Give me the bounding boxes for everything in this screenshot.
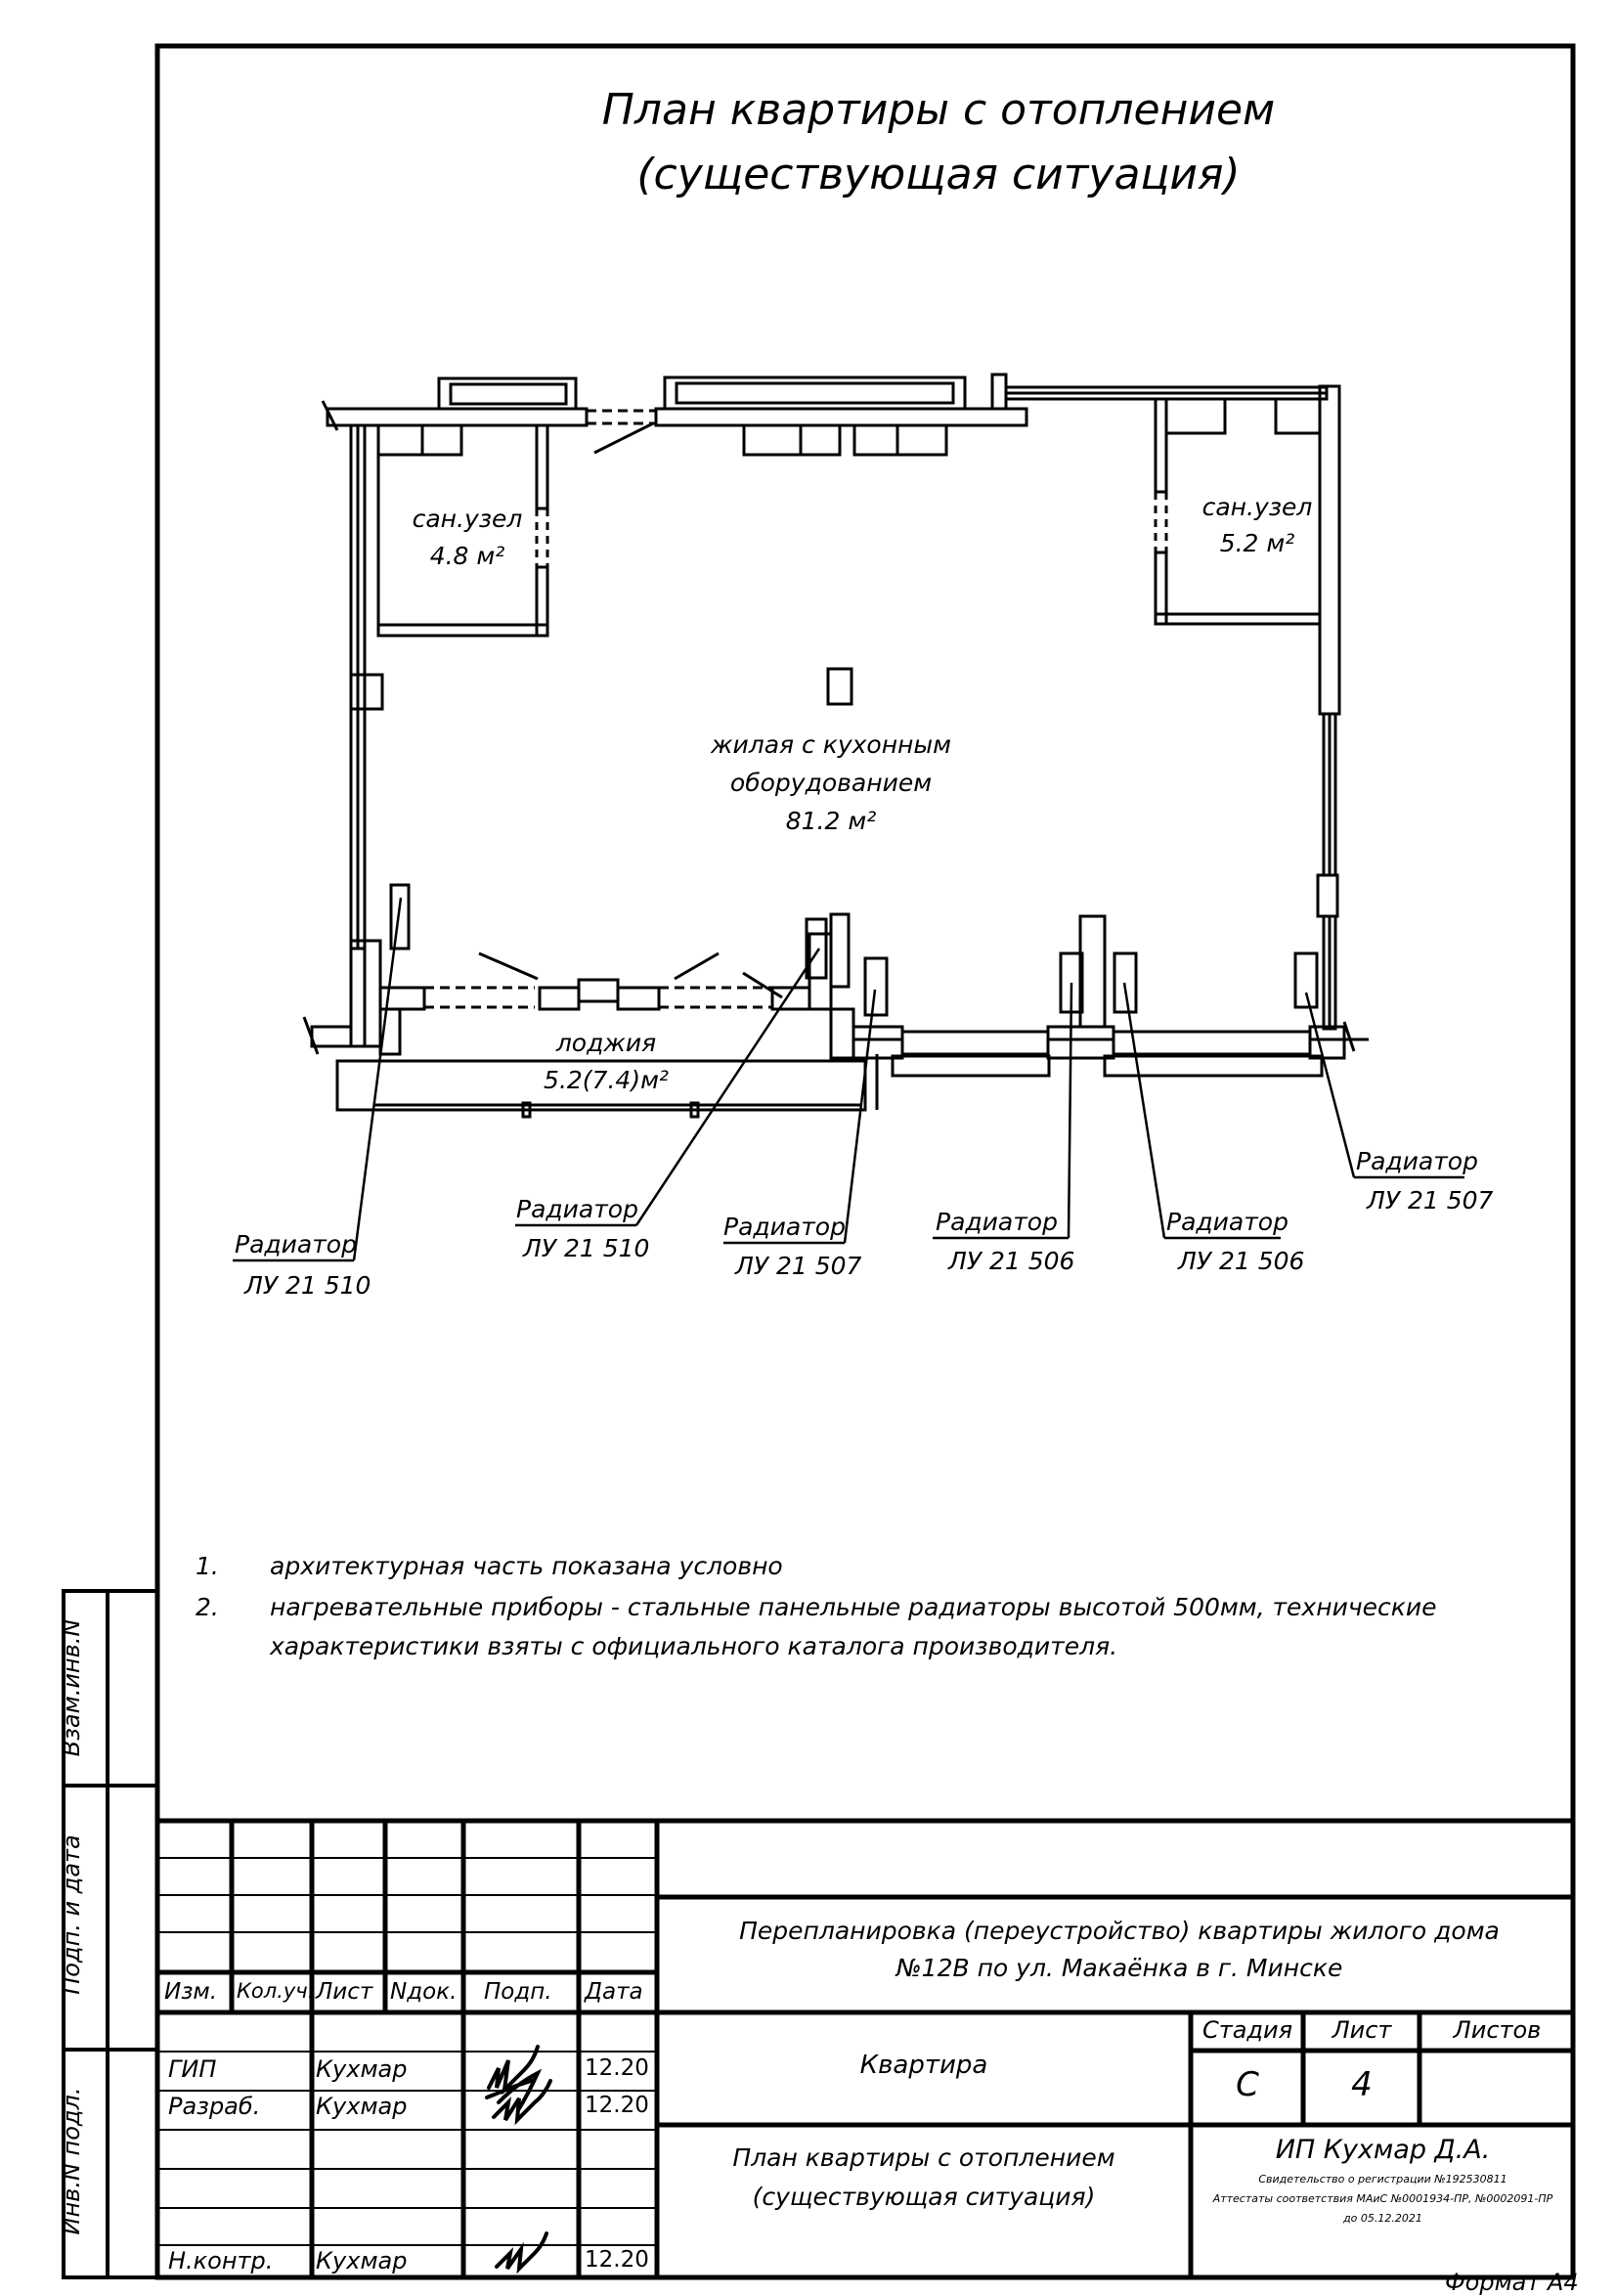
room-loggia-area: 5.2(7.4)м² (544, 1066, 669, 1094)
tb-person-1-name: Кухмар (316, 2055, 408, 2083)
room-living-name-line2: оборудованием (729, 769, 933, 797)
room-living-name-line1: жилая с кухонным (710, 730, 952, 759)
room-bathroom-left-name: сан.узел (412, 505, 523, 533)
radiator-4-label: Радиатор (936, 1208, 1058, 1236)
radiator-6-model: ЛУ 21 507 (1367, 1186, 1494, 1214)
drawing-title-line1: План квартиры с отоплением (601, 85, 1276, 135)
room-bathroom-left-area: 4.8 м² (429, 542, 505, 570)
side-stamp-inv: Инв.N подл. (58, 2087, 85, 2235)
tb-person-1-role: ГИП (168, 2055, 217, 2083)
tb-header-podp: Подп. (484, 1979, 552, 2005)
note-1-text: архитектурная часть показана условно (270, 1552, 783, 1580)
room-loggia-name: лоджия (555, 1029, 657, 1057)
tb-header-kol: Кол.уч. (237, 1979, 315, 2003)
radiator-4-model: ЛУ 21 506 (948, 1247, 1075, 1275)
signature-1-icon (487, 2047, 538, 2110)
radiator-5-label: Радиатор (1166, 1208, 1288, 1236)
radiator-3-symbol (865, 958, 887, 1015)
tb-person-2-role: Разраб. (168, 2093, 261, 2120)
tb-person-3-date: 12.20 (585, 2247, 649, 2273)
tb-person-1-date: 12.20 (585, 2055, 649, 2081)
radiator-1-symbol (391, 885, 409, 949)
tb-person-3-role: Н.контр. (168, 2247, 274, 2274)
tb-object: Квартира (859, 2051, 988, 2080)
radiator-6-label: Радиатор (1356, 1147, 1478, 1175)
tb-company: ИП Кухмар Д.А. (1275, 2135, 1491, 2165)
radiator-2-label: Радиатор (516, 1195, 638, 1223)
tb-person-2-name: Кухмар (316, 2093, 408, 2120)
tb-stage-value: С (1236, 2065, 1259, 2104)
tb-header-izm: Изм. (164, 1979, 218, 2005)
tb-company-line3: Аттестаты соответствия МАиС №0001934-ПР, №0002091-ПР (1212, 2192, 1553, 2205)
radiator-3-model: ЛУ 21 507 (735, 1252, 862, 1280)
radiator-1-label: Радиатор (235, 1230, 357, 1258)
side-stamp-podp: Подп. и дата (58, 1834, 85, 1995)
tb-project-line2: №12В по ул. Макаёнка в г. Минске (895, 1954, 1343, 1982)
note-1-num: 1. (196, 1552, 219, 1580)
tb-header-list: Лист (316, 1979, 373, 2005)
room-living-area: 81.2 м² (785, 807, 877, 835)
tb-header-ndok: Nдок. (390, 1979, 458, 2005)
tb-sheet-name-line1: План квартиры с отоплением (732, 2143, 1115, 2172)
tb-person-2-date: 12.20 (585, 2093, 649, 2118)
radiator-5-model: ЛУ 21 506 (1178, 1247, 1305, 1275)
room-bathroom-right-name: сан.узел (1201, 493, 1313, 521)
note-2-text: нагревательные приборы - стальные панельные радиаторы высотой 500мм, технические характеристики взяты с официального каталога производителя. (270, 1593, 1437, 1660)
radiator-6-symbol (1295, 953, 1317, 1007)
signature-3-icon (497, 2233, 546, 2269)
tb-header-data: Дата (585, 1979, 643, 2005)
tb-stage-header: Стадия (1201, 2016, 1293, 2044)
tb-person-3-name: Кухмар (316, 2247, 408, 2274)
signatures (487, 2047, 550, 2269)
notes (196, 1547, 1564, 1670)
drawing-title-line2: (существующая ситуация) (636, 150, 1241, 199)
radiator-1-model: ЛУ 21 510 (244, 1271, 371, 1300)
radiator-2-model: ЛУ 21 510 (523, 1234, 650, 1262)
tb-sheet-name-line2: (существующая ситуация) (752, 2183, 1096, 2211)
tb-list-value: 4 (1351, 2065, 1373, 2104)
room-bathroom-right-area: 5.2 м² (1219, 529, 1295, 557)
tb-list-header: Лист (1332, 2016, 1392, 2044)
tb-project-line1: Перепланировка (переустройство) квартиры жилого дома (739, 1917, 1500, 1945)
tb-company-line4: до 05.12.2021 (1343, 2212, 1422, 2225)
tb-company-line2: Свидетельство о регистрации №192530811 (1258, 2173, 1507, 2186)
side-stamp-vzam: Взам.инв.N (58, 1618, 85, 1757)
tb-listov-header: Листов (1453, 2016, 1542, 2044)
note-2 (196, 1588, 1564, 1670)
radiator-3-label: Радиатор (723, 1213, 846, 1241)
note-2-num: 2. (196, 1593, 219, 1621)
note-1 (196, 1547, 1564, 1588)
